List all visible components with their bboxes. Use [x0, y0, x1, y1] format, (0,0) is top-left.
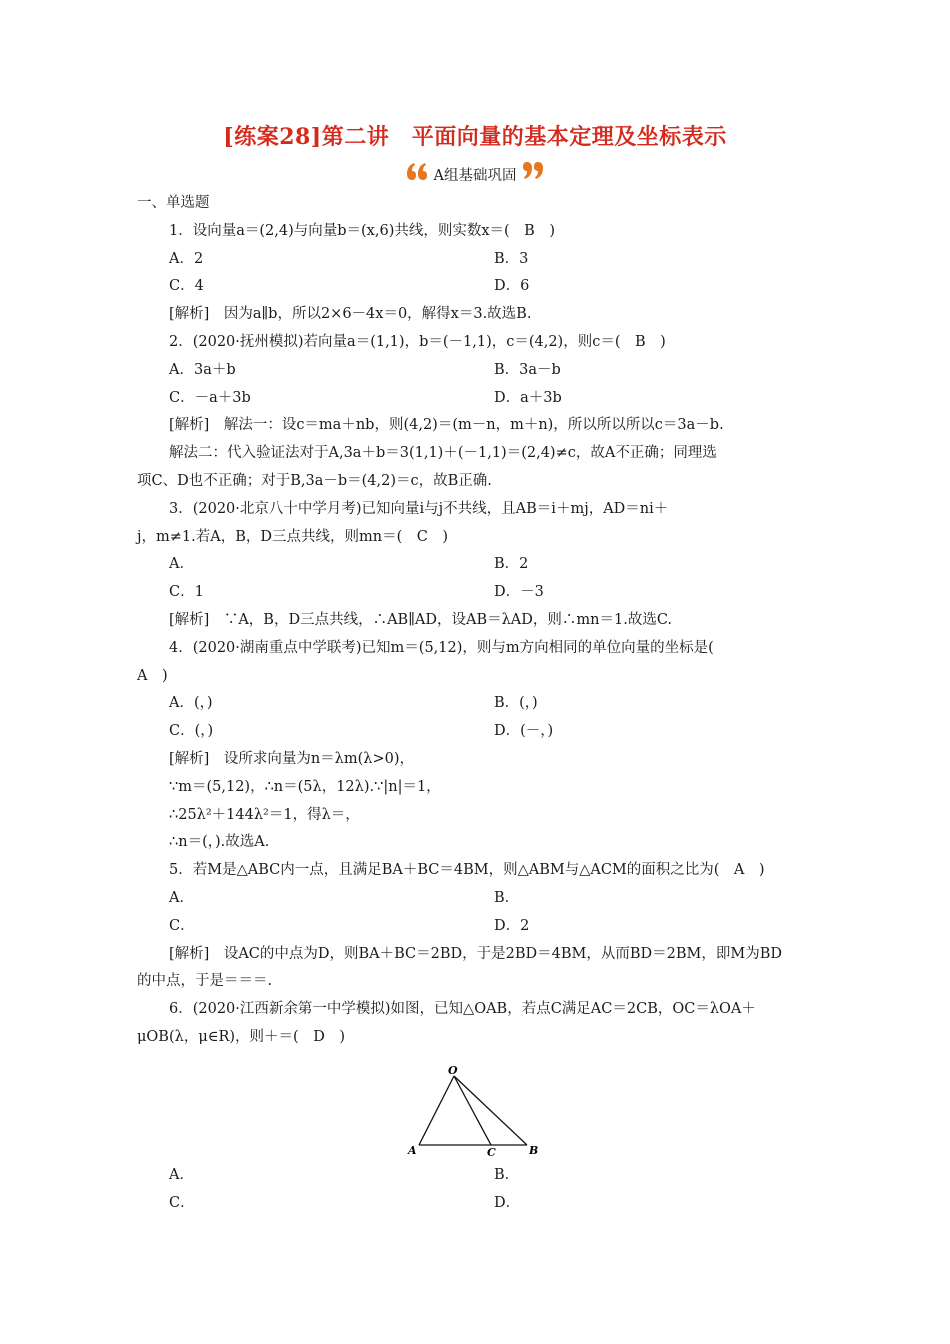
option-b: B．2 [494, 556, 529, 573]
option-d: D．a＋3b [494, 389, 562, 406]
analysis-1: [解析] 因为a∥b，所以2×6－4x＝0，解得x＝3.故选B. [169, 306, 532, 323]
option-a: A．3a＋b [169, 361, 236, 378]
option-a: A．(，) [169, 695, 213, 712]
options-row [137, 551, 817, 579]
side-oa [419, 1076, 454, 1145]
segment-oc [454, 1076, 491, 1145]
option-a: A． [169, 889, 194, 906]
options-row [137, 385, 817, 413]
question-6-continued: μOB(λ，μ∈R)，则＋＝( D ) [137, 1028, 345, 1045]
question-3-continued: j，m≠1.若A，B，D三点共线，则mn＝( C ) [137, 528, 448, 545]
question-2: 2．(2020·抚州模拟)若向量a＝(1,1)，b＝(－1,1)，c＝(4,2)，则c＝( B ) [169, 333, 666, 350]
options-row [137, 690, 817, 718]
analysis-5: [解析] 设AC的中点为D，则BA＋BC＝2BD，于是2BD＝4BM，从而BD＝2BM，即M为BD [169, 945, 783, 962]
option-c: C．4 [169, 278, 204, 295]
section-heading: 一、单选题 [137, 195, 210, 211]
option-b: B．3a－b [494, 361, 561, 378]
close-quote-icon [523, 160, 545, 191]
option-d: D．－3 [494, 584, 544, 601]
option-a: A． [169, 1166, 194, 1183]
analysis-2-continued: 项C、D也不正确；对于B,3a－b＝(4,2)＝c，故B正确. [137, 472, 492, 489]
analysis-4-step: ∴25λ²＋144λ²＝1，得λ＝， [169, 806, 360, 823]
point-label-a: A [408, 1143, 417, 1156]
page-title: [练案28]第二讲 平面向量的基本定理及坐标表示 [223, 124, 727, 150]
option-d: D．2 [494, 917, 530, 934]
triangle-figure [137, 1052, 817, 1162]
option-b: B． [494, 1166, 520, 1183]
options-row [137, 1190, 817, 1218]
open-quote-icon [405, 160, 427, 191]
question-4-continued: A ) [137, 667, 168, 684]
analysis-5-continued: 的中点，于是＝＝＝. [137, 973, 273, 990]
option-a: A．2 [169, 250, 204, 267]
group-banner [0, 160, 950, 191]
option-a: A． [169, 556, 194, 573]
analysis-2: [解析] 解法一：设c＝ma＋nb，则(4,2)＝(m－n，m＋n)，所以所以所以c＝3a－b. [169, 417, 724, 434]
question-1: 1．设向量a＝(2,4)与向量b＝(x,6)共线，则实数x＝( B ) [169, 222, 555, 239]
option-c: C．1 [169, 584, 204, 601]
analysis-4: [解析] 设所求向量为n＝λm(λ>0)， [169, 750, 414, 767]
options-row [137, 1162, 817, 1190]
options-row [137, 579, 817, 607]
question-4: 4．(2020·湖南重点中学联考)已知m＝(5,12)，则与m方向相同的单位向量的坐标是( [169, 639, 714, 656]
options-row [137, 885, 817, 913]
question-6: 6．(2020·江西新余第一中学模拟)如图，已知△OAB，若点C满足AC＝2CB，OC＝λOA＋ [169, 1001, 756, 1018]
option-d: D．(－，) [494, 723, 554, 740]
point-label-o: O [448, 1065, 458, 1077]
point-label-c: C [487, 1145, 496, 1156]
option-c: C． [169, 917, 195, 934]
option-c: C．－a＋3b [169, 389, 251, 406]
options-row [137, 357, 817, 385]
option-b: B．(，) [494, 695, 538, 712]
option-c: C．(，) [169, 723, 214, 740]
question-5: 5．若M是△ABC内一点，且满足BA＋BC＝4BM，则△ABM与△ACM的面积之比为( A ) [169, 862, 765, 879]
triangle-diagram [407, 1066, 547, 1156]
document-body [137, 190, 817, 1217]
options-row [137, 913, 817, 941]
side-ob [454, 1076, 527, 1145]
option-c: C． [169, 1194, 195, 1211]
analysis-4-step: ∴n＝(，).故选A. [169, 834, 270, 851]
options-row [137, 718, 817, 746]
option-b: B． [494, 889, 520, 906]
analysis-4-step: ∵m＝(5,12)，∴n＝(5λ，12λ).∵|n|＝1， [169, 778, 441, 795]
options-row [137, 246, 817, 274]
point-label-b: B [529, 1143, 539, 1156]
option-b: B．3 [494, 250, 529, 267]
option-d: D． [494, 1194, 521, 1211]
group-label: A组基础巩固 [433, 167, 517, 184]
analysis-3: [解析] ∵A，B，D三点共线，∴AB∥AD，设AB＝λAD，则∴mn＝1.故选C. [169, 611, 673, 628]
question-3: 3．(2020·北京八十中学月考)已知向量i与j不共线，且AB＝i＋mj，AD＝ni＋ [169, 500, 669, 517]
option-d: D．6 [494, 278, 530, 295]
options-row [137, 273, 817, 301]
analysis-2-method-2: 解法二：代入验证法对于A,3a＋b＝3(1,1)＋(－1,1)＝(2,4)≠c，故A不正确；同理选 [169, 445, 717, 462]
